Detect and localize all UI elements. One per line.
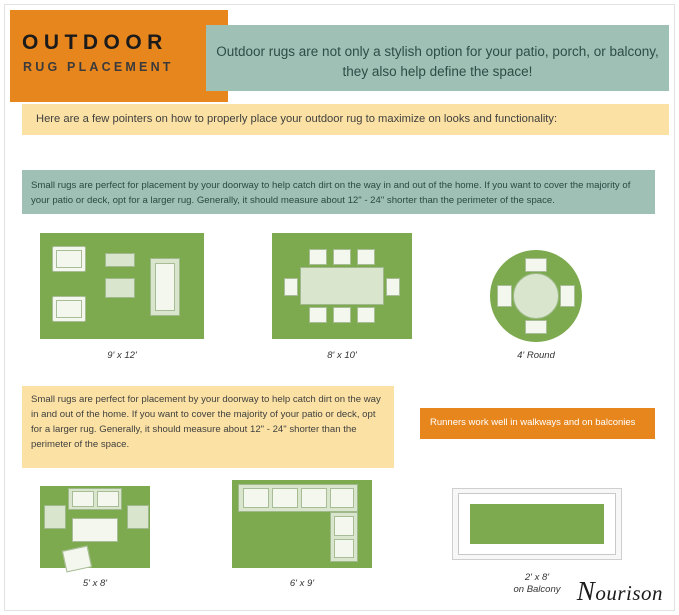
brand-logo-text: ourison: [595, 581, 663, 605]
title-block-background: [10, 10, 228, 102]
furniture-5x8-coffee-table: [72, 518, 118, 542]
furniture-round-table: [513, 273, 559, 319]
caption-8x10: 8' x 10': [327, 350, 357, 361]
intro-text: Here are a few pointers on how to properly place your outdoor rug to maximize on looks and functionality:: [36, 113, 558, 125]
furniture-sectional-cushion-5: [334, 516, 354, 536]
furniture-round-chair-3: [525, 258, 547, 272]
furniture-sectional-cushion-1: [243, 488, 269, 508]
furniture-sectional-cushion-2: [272, 488, 298, 508]
brand-logo-initial: N: [576, 576, 596, 606]
caption-6x9: 6' x 9': [289, 578, 315, 589]
furniture-chair-2-cushion: [56, 300, 82, 318]
furniture-dining-chair-6: [357, 307, 375, 323]
brand-logo: [577, 576, 663, 607]
rug-2x8-runner: [470, 504, 604, 544]
furniture-sectional-cushion-3: [301, 488, 327, 508]
furniture-round-chair-4: [525, 320, 547, 334]
furniture-sectional-cushion-4: [330, 488, 354, 508]
furniture-ottoman: [105, 253, 135, 267]
furniture-dining-chair-7: [284, 278, 298, 296]
caption-2x8: 2' x 8': [524, 572, 550, 583]
furniture-dining-chair-2: [333, 249, 351, 265]
caption-9x12: 9' x 12': [107, 350, 137, 361]
furniture-coffee-table: [105, 278, 135, 298]
furniture-round-chair-1: [497, 285, 512, 307]
furniture-5x8-sofa-cushion-1: [72, 491, 94, 507]
furniture-5x8-chair-left: [44, 505, 66, 529]
furniture-dining-table: [300, 267, 384, 305]
furniture-round-chair-2: [560, 285, 575, 307]
caption-2x8-sub: on Balcony: [513, 584, 561, 595]
furniture-dining-chair-4: [309, 307, 327, 323]
furniture-dining-chair-3: [357, 249, 375, 265]
caption-5x8: 5' x 8': [82, 578, 108, 589]
furniture-dining-chair-8: [386, 278, 400, 296]
runner-note-text: Runners work well in walkways and on balconies: [430, 417, 636, 428]
page-title: OUTDOOR: [22, 31, 168, 54]
header-banner-text: Outdoor rugs are not only a stylish option for your patio, porch, or balcony, they also help define the space!: [216, 44, 659, 79]
section-two-note-text: Small rugs are perfect for placement by your doorway to help catch dirt on the way in and out of the home. If you want to cover the majority of your patio or deck, opt for a larger rug. Generally, it should measure about 12" - 24" shorter than the perimeter of the space.: [31, 394, 381, 450]
furniture-sofa-cushions: [155, 263, 175, 311]
furniture-5x8-chair-right: [127, 505, 149, 529]
furniture-dining-chair-5: [333, 307, 351, 323]
furniture-dining-chair-1: [309, 249, 327, 265]
furniture-sectional-cushion-6: [334, 539, 354, 558]
caption-4-round: 4' Round: [517, 350, 555, 361]
furniture-5x8-sofa-cushion-2: [97, 491, 119, 507]
section-one-note-text: Small rugs are perfect for placement by your doorway to help catch dirt on the way in and out of the home. If you want to cover the majority of your patio or deck, opt for a larger rug. Generally, it should measure about 12" - 24" shorter than the perimeter of the space.: [31, 180, 631, 206]
furniture-chair-1-cushion: [56, 250, 82, 268]
page-subtitle: RUG PLACEMENT: [23, 60, 174, 74]
